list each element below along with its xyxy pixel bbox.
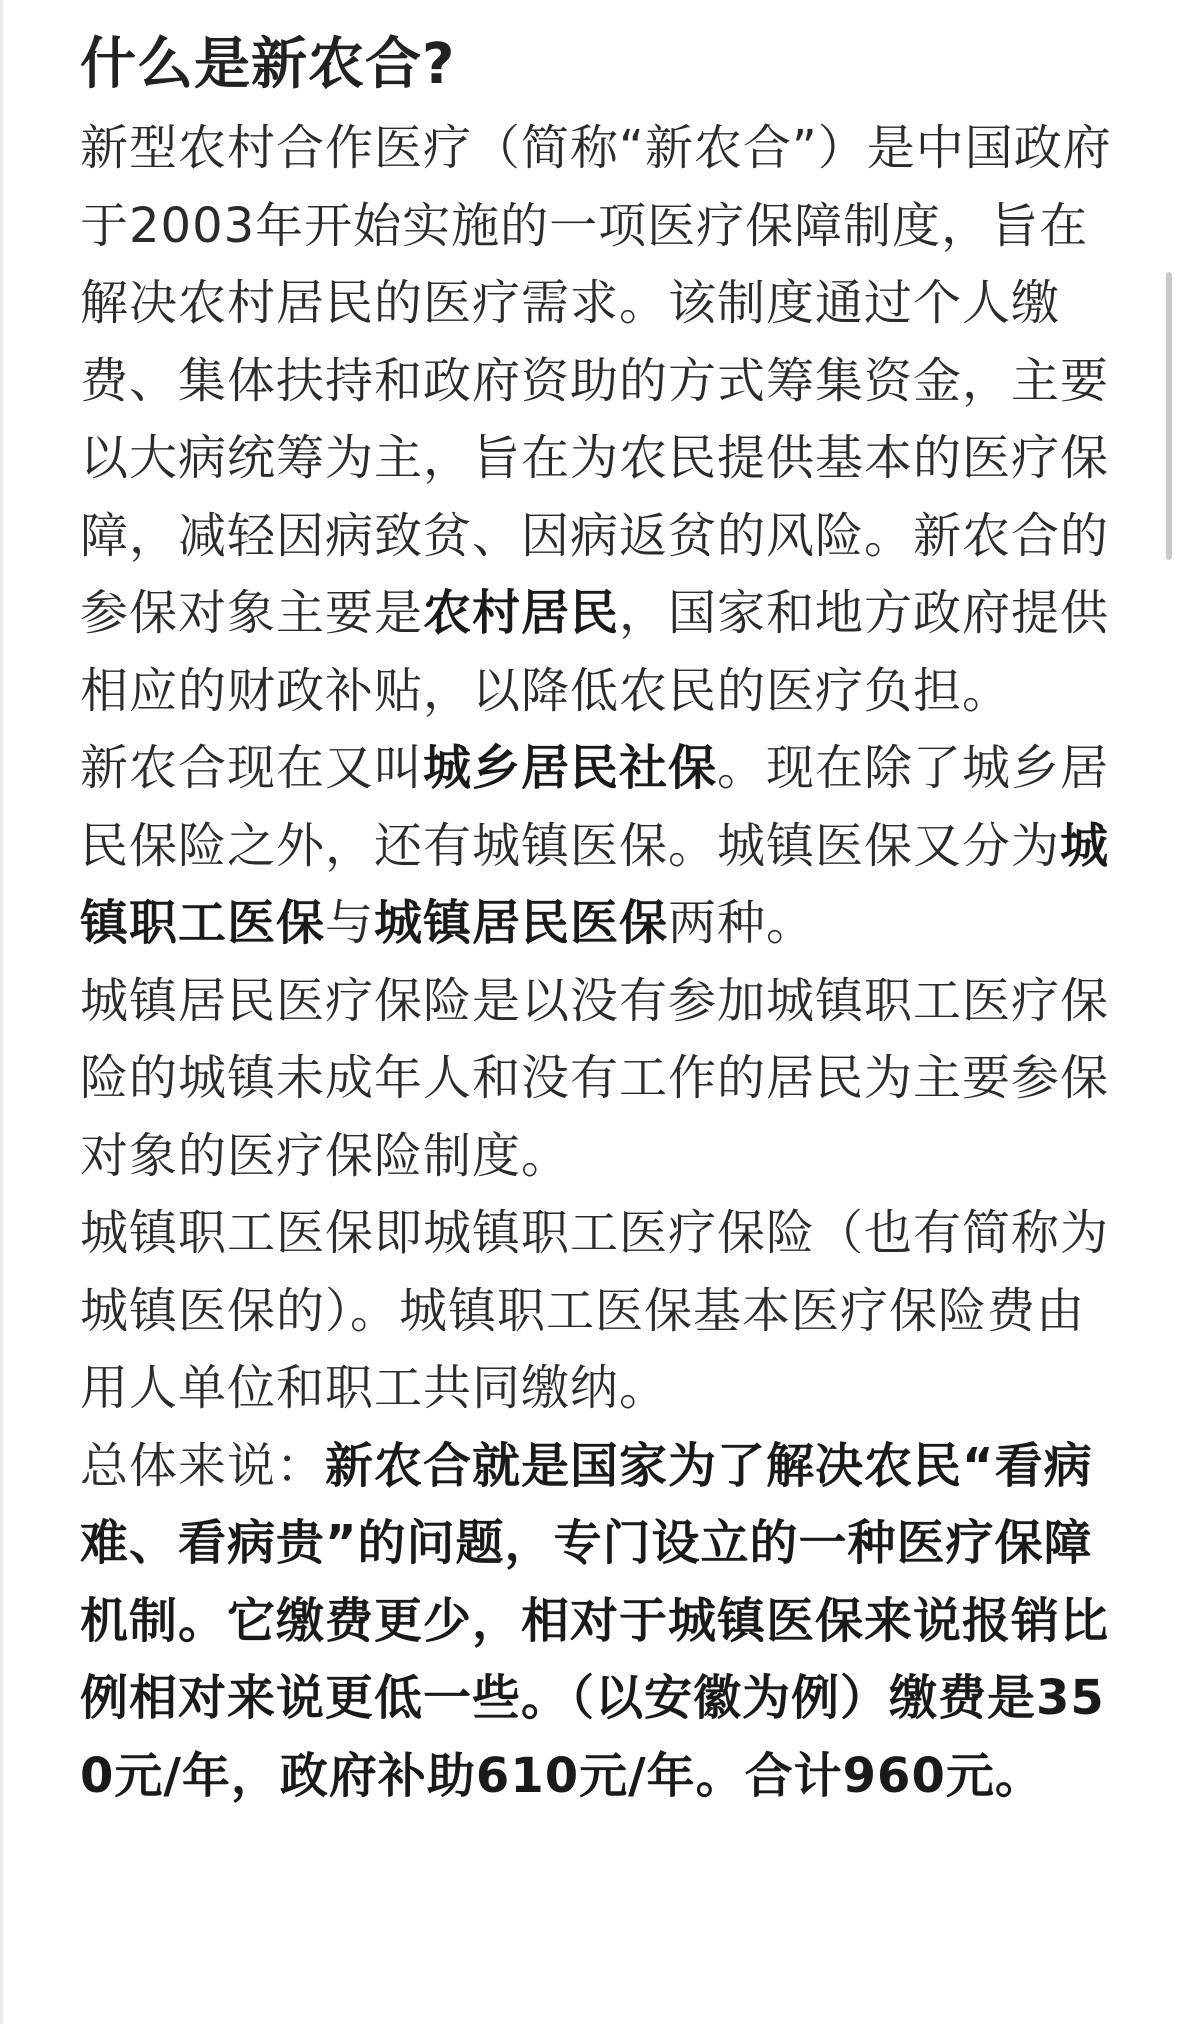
bold-text-run: 城镇居民医保 <box>374 895 669 951</box>
text-run: 新农合现在又叫 <box>80 740 424 796</box>
text-run: 城镇居民医疗保险是以没有参加城镇职工医疗保险的城镇未成年人和没有工作的居民为主要参保对象的医疗保险制度。 <box>80 972 1110 1184</box>
text-run: 新型农村合作医疗（简称“新农合”）是中国政府于2003年开始实施的一项医疗保障制度，旨在解决农村居民的医疗需求。该制度通过个人缴费、集体扶持和政府资助的方式筹集资金，主要以大病统筹为主，旨在为农民提供基本的医疗保障，减轻因病致贫、因病返贫的风险。新农合的参保对象主要是 <box>80 120 1112 641</box>
text-run: 城镇职工医保即城镇职工医疗保险（也有简称为城镇医保的）。城镇职工医保基本医疗保险费由用人单位和职工共同缴纳。 <box>80 1205 1110 1416</box>
article-title: 什么是新农合? <box>80 32 456 97</box>
text-run: 与 <box>325 895 375 951</box>
bold-text-run: 城镇职工医保 <box>80 817 1110 951</box>
paragraph-intro <box>80 110 1120 730</box>
text-run: 两种。 <box>668 895 816 951</box>
text-run: ，国家和地方政府提供相应的财政补贴，以降低农民的医疗负担。 <box>80 585 1110 719</box>
vertical-scrollbar-thumb[interactable] <box>1166 272 1172 560</box>
paragraph-urban-employee <box>80 1195 1120 1428</box>
paragraph-summary <box>80 1428 1120 1816</box>
text-run: 。现在除了城乡居民保险之外，还有城镇医保。城镇医保又分为 <box>80 740 1110 874</box>
paragraph-urban-resident <box>80 963 1120 1196</box>
page-left-edge <box>0 0 3 2024</box>
bold-text-run: 农村居民 <box>423 585 620 641</box>
text-run: 总体来说： <box>80 1437 326 1494</box>
bold-text-run: 城乡居民社保 <box>423 740 718 796</box>
bold-text-run: 新农合就是国家为了解决农民“看病难、看病贵”的问题，专门设立的一种医疗保障机制。它缴费更少，相对于城镇医保来说报销比例相对来说更低一些。（以安徽为例）缴费是350元/年，政府补助610元/年。合计960元。 <box>80 1437 1110 1804</box>
paragraph-new-name <box>80 730 1120 963</box>
article <box>80 26 1120 1815</box>
